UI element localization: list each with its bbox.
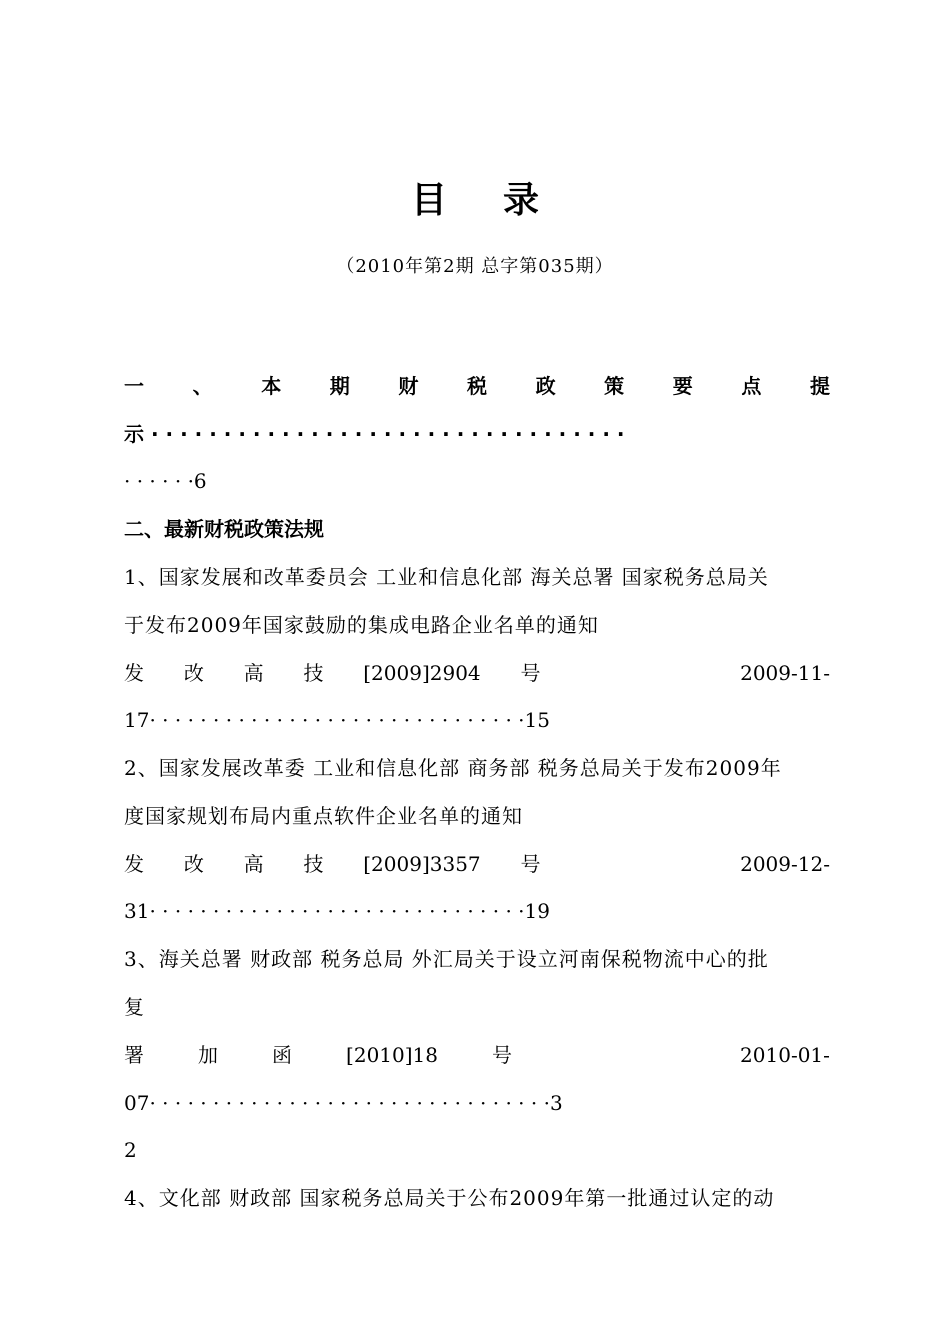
- section1-heading-cont[interactable]: 示 · · · · · · · · · · · · · · · · · · · · · · · · · · · · · · · · ·: [124, 422, 625, 446]
- item4-title-line1[interactable]: 4、文化部 财政部 国家税务总局关于公布2009年第一批通过认定的动: [124, 1186, 775, 1210]
- title-char-2: 录: [503, 180, 540, 221]
- item2-page-leader[interactable]: 31· · · · · · · · · · · · · · · · · · · · · · · · · · · · · ·19: [124, 899, 550, 923]
- item1-page-leader[interactable]: 17· · · · · · · · · · · · · · · · · · · · · · · · · · · · · ·15: [124, 708, 550, 732]
- section2-heading[interactable]: 二、最新财税政策法规: [124, 517, 324, 541]
- item3-title-line1[interactable]: 3、海关总署 财政部 税务总局 外汇局关于设立河南保税物流中心的批: [124, 947, 769, 971]
- item1-doc-number[interactable]: 发 改 高 技 [2009]2904 号 2009-11-: [124, 661, 830, 685]
- item2-doc-number[interactable]: 发 改 高 技 [2009]3357 号 2009-12-: [124, 852, 830, 876]
- item3-page-leader[interactable]: 07· · · · · · · · · · · · · · · · · · · · · · · · · · · · · · · ·3: [124, 1091, 563, 1115]
- page-title: [0, 172, 950, 223]
- item2-title-line2[interactable]: 度国家规划布局内重点软件企业名单的通知: [124, 804, 523, 828]
- section1-page-leader[interactable]: · · · · · ·6: [124, 469, 207, 493]
- issue-info: （2010年第2期 总字第035期）: [336, 256, 614, 277]
- section1-heading[interactable]: 一 、 本 期 财 税 政 策 要 点 提: [124, 374, 830, 398]
- item1-title-line2[interactable]: 于发布2009年国家鼓励的集成电路企业名单的通知: [124, 613, 599, 637]
- title-char-1: 目: [410, 180, 447, 221]
- item1-title-line1[interactable]: 1、国家发展和改革委员会 工业和信息化部 海关总署 国家税务总局关: [124, 565, 769, 589]
- item2-title-line1[interactable]: 2、国家发展改革委 工业和信息化部 商务部 税务总局关于发布2009年: [124, 756, 782, 780]
- item3-doc-number[interactable]: 署 加 函 [2010]18 号 2010-01-: [124, 1043, 830, 1067]
- item3-page-leader-cont[interactable]: 2: [124, 1138, 137, 1162]
- item3-title-line2[interactable]: 复: [124, 995, 145, 1019]
